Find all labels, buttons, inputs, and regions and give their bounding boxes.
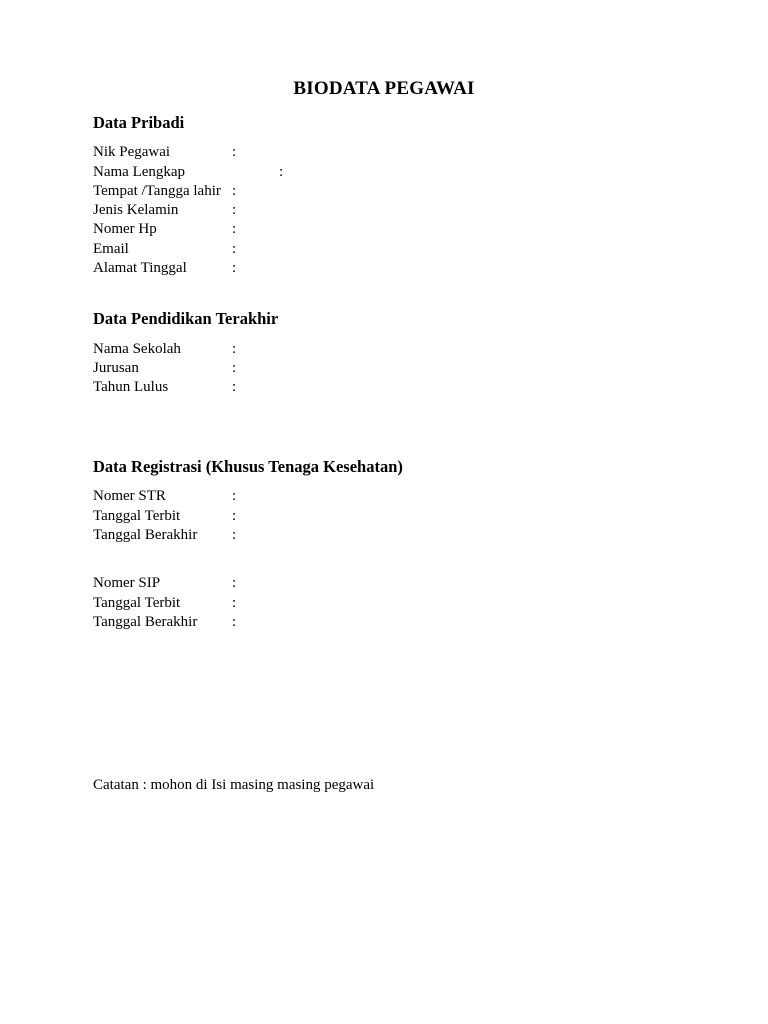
field-label: Nomer SIP [93, 575, 161, 591]
field-separator: : [232, 508, 237, 524]
field-row [93, 595, 493, 614]
field-label: Nama Sekolah [93, 341, 181, 357]
section-heading-data-pribadi: Data Pribadi [93, 113, 185, 132]
field-separator: : [232, 614, 237, 630]
field-separator: : [232, 360, 237, 376]
field-row [93, 221, 493, 240]
field-row [93, 202, 493, 221]
field-separator: : [232, 575, 237, 591]
field-separator: : [232, 183, 237, 199]
field-row [93, 164, 493, 183]
field-separator: : [232, 260, 237, 276]
page-title: BIODATA PEGAWAI [293, 78, 475, 99]
field-row [93, 360, 493, 379]
field-label: Tahun Lulus [93, 379, 169, 395]
field-row [93, 183, 493, 202]
field-row [93, 527, 493, 546]
field-separator: : [232, 527, 237, 543]
field-label: Alamat Tinggal [93, 260, 187, 276]
field-row [93, 508, 493, 527]
field-label: Tanggal Berakhir [93, 614, 198, 630]
field-label: Tanggal Terbit [93, 508, 181, 524]
field-label: Email [93, 241, 129, 257]
field-separator: : [232, 341, 237, 357]
field-label: Jenis Kelamin [93, 202, 179, 218]
field-label: Tanggal Terbit [93, 595, 181, 611]
field-row [93, 614, 493, 633]
field-label: Tempat /Tangga lahir [93, 183, 221, 199]
field-separator: : [232, 202, 237, 218]
field-separator: : [232, 221, 237, 237]
field-row [93, 488, 493, 507]
footer-note: Catatan : mohon di Isi masing masing pegawai [93, 777, 375, 793]
field-label: Tanggal Berakhir [93, 527, 198, 543]
field-row [93, 341, 493, 360]
field-label: Nomer Hp [93, 221, 157, 237]
field-row [93, 575, 493, 594]
field-label: Nama Lengkap [93, 164, 186, 180]
section-heading-data-registrasi: Data Registrasi (Khusus Tenaga Kesehatan) [93, 457, 403, 476]
field-separator: : [232, 488, 237, 504]
field-row [93, 241, 493, 260]
field-row [93, 260, 493, 279]
field-label: Nik Pegawai [93, 144, 171, 160]
field-separator: : [232, 241, 237, 257]
field-separator: : [232, 595, 237, 611]
field-label: Jurusan [93, 360, 139, 376]
field-row [93, 379, 493, 398]
field-separator: : [279, 164, 284, 180]
section-heading-data-pendidikan: Data Pendidikan Terakhir [93, 309, 279, 328]
field-separator: : [232, 379, 237, 395]
field-separator: : [232, 144, 237, 160]
field-label: Nomer STR [93, 488, 166, 504]
field-row [93, 144, 493, 163]
